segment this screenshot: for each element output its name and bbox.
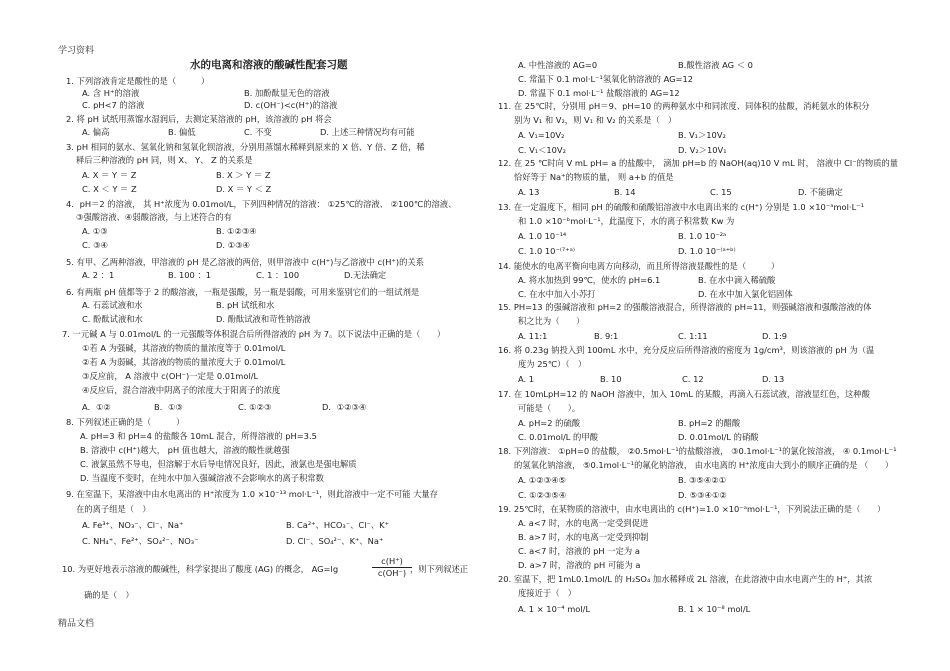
right-text-line: 15. PH=13 的强碱溶液和 pH=2 的强酸溶液混合，所得溶液的 pH=11，则强碱溶液和强酸溶液的体 <box>498 302 872 312</box>
left-text-line: A. pH=3 和 pH=4 的盐酸各 10mL 混合，所得溶液的 pH=3.5 <box>80 431 317 441</box>
right-text-line: 19. 25℃时，在某物质的溶液中，由水电离出的 c(H⁺)=1.0 ×10⁻ᵃmol·L⁻¹，下列说法正确的是（ ） <box>498 504 886 514</box>
left-text-line: 8. 下列叙述正确的是（ ） <box>66 417 185 427</box>
left-text-line: B. 加酚酞显无色的溶液 <box>244 88 330 98</box>
left-text-line: B．①③ <box>154 402 183 412</box>
right-text-line: B. 10 <box>600 374 622 384</box>
left-text-line: C. ①②③ <box>238 402 272 412</box>
right-text-line: B. 1 × 10⁻⁸ mol/L <box>678 604 751 614</box>
left-text-line: C. ③④ <box>82 240 108 250</box>
right-text-line: A. 将水加热到 99℃，使水的 pH=6.1 <box>518 275 661 285</box>
left-text-line: 10. 为更好地表示溶液的酸碱性，科学家提出了酸度 (AG) 的概念， AG=lg <box>62 564 339 574</box>
left-text-line: D. 上述三种情况均有可能 <box>320 127 415 137</box>
left-text-line: B. Ca²⁺、HCO₃⁻、Cl⁻、K⁺ <box>286 520 390 530</box>
left-text-line: D.无法确定 <box>344 270 387 280</box>
right-text-line: A. V₁=10V₂ <box>518 130 565 140</box>
left-text-line: C. 不变 <box>244 127 272 137</box>
document-title: 水的电离和溶液的酸碱性配套习题 <box>190 59 348 71</box>
left-text-line: A. 偏高 <box>82 127 110 137</box>
left-text-line: B. 100 ：1 <box>168 270 212 280</box>
left-text-line: C. NH₄⁺、Fe²⁺、SO₄²⁻、NO₃⁻ <box>82 536 199 546</box>
right-text-line: 度为 25℃）（ ） <box>518 359 587 369</box>
left-text-line: C. X ＜ Y ＝ Z <box>82 184 137 194</box>
right-text-line: 18. 下列溶液： ①pH=0 的盐酸， ②0.5mol·L⁻¹的盐酸溶液， ③0.1mol·L⁻¹的氯化铵溶液， ④ 0.1mol·L⁻¹ <box>498 446 897 456</box>
left-text-line: ④反应后，混合溶液中阴离子的浓度大于阳离子的浓度 <box>82 385 281 395</box>
right-text-line: C. V₁＜10V₂ <box>518 145 566 155</box>
left-text-line: 2. 将 pH 试纸用蒸馏水湿润后，去测定某溶液的 pH，该溶液的 pH 将会 <box>66 114 332 124</box>
right-text-line: A. 1.0 10⁻¹⁴ <box>518 231 567 241</box>
right-text-line: B. 在水中滴入稀硫酸 <box>698 275 776 285</box>
left-text-line: ①若 A 为强碱，其溶液的物质的量浓度等于 0.01mol/L <box>82 343 286 353</box>
right-text-line: D. 1:9 <box>762 331 788 341</box>
right-text-line: D. 在水中加入氯化铝固体 <box>698 289 793 299</box>
right-text-line: A. 11:1 <box>518 331 548 341</box>
right-text-line: 的氢氧化钠溶液， ⑤0.1mol·L⁻¹的氟化钠溶液， 由水电离的 H⁺浓度由大到小的顺序正确的是 （ ） <box>514 460 894 470</box>
left-text-line: 7. 一元碱 A 与 0.01mol/L 的一元强酸等体积混合后所得溶液的 pH 为 7。以下说法中正确的是（ ） <box>62 329 446 339</box>
right-text-line: C. 0.01mol/L 的甲酸 <box>518 432 598 442</box>
right-text-line: A. 1 <box>518 374 535 384</box>
left-text-line: D. Cl⁻、SO₄²⁻、K⁺、Na⁺ <box>286 536 384 546</box>
left-text-line: C. 酚酞试液和水 <box>82 314 143 324</box>
page-footer-label: 精品文档 <box>58 619 95 629</box>
right-text-line: D. a>7 时，溶液的 pH 可能为 a <box>518 560 641 570</box>
right-text-line: C. 12 <box>682 374 704 384</box>
right-text-line: B. 14 <box>614 187 636 197</box>
right-text-line: 20. 室温下，把 1mL0.1mol/L 的 H₂SO₄ 加水稀释成 2L 溶液，在此溶液中由水电离产生的 H⁺，其浓 <box>498 574 873 584</box>
right-text-line: D. ⑤③④①② <box>678 490 727 500</box>
left-text-line: A．①② <box>82 402 111 412</box>
right-text-line: B.酸性溶液 AG ＜ 0 <box>678 60 753 70</box>
left-text-line: ③强酸溶液、④弱酸溶液，与上述符合的有 <box>76 212 232 222</box>
left-text-line: C. 液氯虽然不导电，但溶解于水后导电情况良好，因此，液氯也是强电解质 <box>80 459 357 469</box>
right-text-line: C. 常温下 0.1 mol·L⁻¹氢氧化钠溶液的 AG=12 <box>518 74 694 84</box>
right-text-line: A. ①②③④⑤ <box>518 475 566 485</box>
right-text-line: C. 15 <box>710 187 732 197</box>
left-text-line: A. Fe³⁺、NO₃⁻、Cl⁻、Na⁺ <box>82 520 184 530</box>
right-text-line: B. pH=2 的醋酸 <box>678 418 741 428</box>
left-text-line: D．①②③④ <box>322 402 367 412</box>
left-text-line: D. X ＝ Y ＜ Z <box>216 184 272 194</box>
left-text-line: ②若 A 为弱碱，其溶液的物质的量浓度大于 0.01mol/L <box>82 357 286 367</box>
left-text-line: 在的离子组是（ ） <box>76 504 151 514</box>
right-text-line: 度接近于（ ） <box>518 588 577 598</box>
left-text-line: ，则下列叙述正 <box>410 564 469 574</box>
right-text-line: A. 1 × 10⁻⁴ mol/L <box>518 604 591 614</box>
right-text-line: D. 13 <box>762 374 785 384</box>
ag-fraction-numerator: c(H⁺) <box>372 556 412 568</box>
right-text-line: B. 1.0 10⁻²ᵃ <box>678 231 727 241</box>
right-text-line: D. 不能确定 <box>798 187 843 197</box>
right-text-line: B. 9:1 <box>594 331 619 341</box>
right-text-line: 14. 能使水的电离平衡向电离方向移动，而且所得溶液显酸性的是（ ） <box>498 261 780 271</box>
right-text-line: A. pH=2 的硫酸 <box>518 418 581 428</box>
left-text-line: 6. 有两瓶 pH 值都等于 2 的酸溶液，一瓶是强酸，另一瓶是弱酸，可用来鉴别它们的一组试剂是 <box>66 287 420 297</box>
left-text-line: B. pH 试纸和水 <box>216 300 275 310</box>
left-text-line: C. pH<7 的溶液 <box>82 100 145 110</box>
left-text-line: D. c(OH⁻)<c(H⁺)的溶液 <box>244 100 338 110</box>
right-text-line: C. 1:11 <box>678 331 708 341</box>
left-text-line: A. ①③ <box>82 226 108 236</box>
left-text-line: 1. 下列溶液肯定是酸性的是（ ） <box>66 76 210 86</box>
right-text-line: 17. 在 10mLpH=12 的 NaOH 溶液中，加入 10mL 的某酸，再滴入石蕊试液，溶液显红色，这种酸 <box>498 389 870 399</box>
right-text-line: A. 中性溶液的 AG=0 <box>518 60 598 70</box>
left-text-line: B. X ＞ Y ＝ Z <box>216 170 271 180</box>
right-text-line: D. 0.01mol/L 的硝酸 <box>678 432 759 442</box>
right-text-line: B. ③⑤④②① <box>678 475 727 485</box>
right-text-line: 和 1.0 ×10⁻ᵇmol·L⁻¹，此温度下，水的离子积常数 Kw 为 <box>518 216 735 226</box>
right-text-line: 可能是（ ）。 <box>518 403 581 413</box>
left-text-line: D. ①③④ <box>216 240 250 250</box>
left-text-line: B. 溶液中 c(H⁺)越大， pH 值也越大，溶液的酸性就越强 <box>80 445 290 455</box>
left-text-line: 9. 在室温下，某溶液中由水电离出的 H⁺浓度为 1.0 ×10⁻¹³ mol·L⁻¹，则此溶液中一定不可能 大量存 <box>66 489 439 499</box>
right-text-line: C. ①②③⑤④ <box>518 490 567 500</box>
right-text-line: A. 13 <box>518 187 540 197</box>
ag-fraction-denominator: c(OH⁻) <box>377 568 407 578</box>
left-text-line: 4．pH＝2 的溶液， 其 H⁺浓度为 0.01mol/L，下列四种情况的溶液： ①25℃的溶液、 ②100℃的溶液、 <box>66 199 457 209</box>
right-text-line: 13. 在一定温度下，相同 pH 的硫酸和硫酸铝溶液中水电离出来的 c(H⁺) 分别是 1.0 ×10⁻ᵃmol·L⁻¹ <box>498 202 864 212</box>
right-text-line: 积之比为（ ） <box>518 316 585 326</box>
left-text-line: A. 含 H⁺的溶液 <box>82 88 140 98</box>
right-text-line: B. a>7 时，水的电离一定受到抑制 <box>518 532 649 542</box>
left-text-line: ③反应前， A 溶液中 c(OH⁻)一定是 0.01mol/L <box>82 371 259 381</box>
left-text-line: 5. 有甲、乙两种溶液，甲溶液的 pH 是乙溶液的两倍，则甲溶液中 c(H⁺)与乙溶液中 c(H⁺)的关系 <box>66 257 425 267</box>
right-text-line: C. 在水中加入小苏打 <box>518 289 596 299</box>
left-text-line: A. 2 ：1 <box>82 270 115 280</box>
right-text-line: D. 常温下 0.1 mol·L⁻¹ 盐酸溶液的 AG=12 <box>518 88 680 98</box>
ag-fraction <box>372 556 412 579</box>
right-text-line: A. a<7 时，水的电离一定受到促进 <box>518 518 649 528</box>
left-text-line: C. 1 ：100 <box>256 270 300 280</box>
right-text-line: C. a<7 时，溶液的 pH 一定为 a <box>518 546 640 556</box>
left-text-line: B. ①②③④ <box>216 226 257 236</box>
left-text-line: D. 酚酞试液和苛性钠溶液 <box>216 314 311 324</box>
left-text-line: 3. pH 相同的氨水、氢氧化钠和氢氧化钡溶液，分别用蒸馏水稀释到原来的 X 倍、Y 倍、Z 倍，稀 <box>66 142 425 152</box>
left-text-line: D. 当温度不变时，在纯水中加入强碱溶液不会影响水的离子积常数 <box>80 473 324 483</box>
right-text-line: 恰好等于 Na⁺的物质的量， 则 a+b 的值是 <box>514 172 674 182</box>
right-text-line: 16. 将 0.23g 钠投入到 100mL 水中，充分反应后所得溶液的密度为 1g/cm³，则该溶液的 pH 为（温 <box>498 345 875 355</box>
left-text-line: A. 石蕊试液和水 <box>82 300 143 310</box>
right-text-line: 12. 在 25 ℃时向 V mL pH= a 的盐酸中， 滴加 pH=b 的 NaOH(aq)10 V mL 时， 溶液中 Cl⁻的物质的量 <box>498 158 899 168</box>
right-text-line: D. 1.0 10⁻⁽ᵃ⁺ᵇ⁾ <box>678 246 736 256</box>
right-text-line: 11. 在 25℃时，分别用 pH＝9、pH=10 的两种氨水中和同浓度、同体积的盐酸，消耗氨水的体积分 <box>498 101 870 111</box>
page-header-label: 学习资料 <box>58 46 95 56</box>
left-text-line: A. X ＝ Y ＝ Z <box>82 170 137 180</box>
left-text-line: B. 偏低 <box>168 127 196 137</box>
right-text-line: C. 1.0 10⁻⁽⁷⁺ᵃ⁾ <box>518 246 575 256</box>
right-text-line: B. V₁＞10V₂ <box>678 130 726 140</box>
right-text-line: D. V₂＞10V₁ <box>678 145 727 155</box>
right-text-line: 别为 V₁ 和 V₂，则 V₁ 和 V₂ 的关系是（ ） <box>514 115 677 125</box>
left-text-line: 释后三种溶液的 pH 同，则 X、 Y、 Z 的关系是 <box>76 155 253 165</box>
left-text-line: 确的是（ ） <box>84 590 134 600</box>
